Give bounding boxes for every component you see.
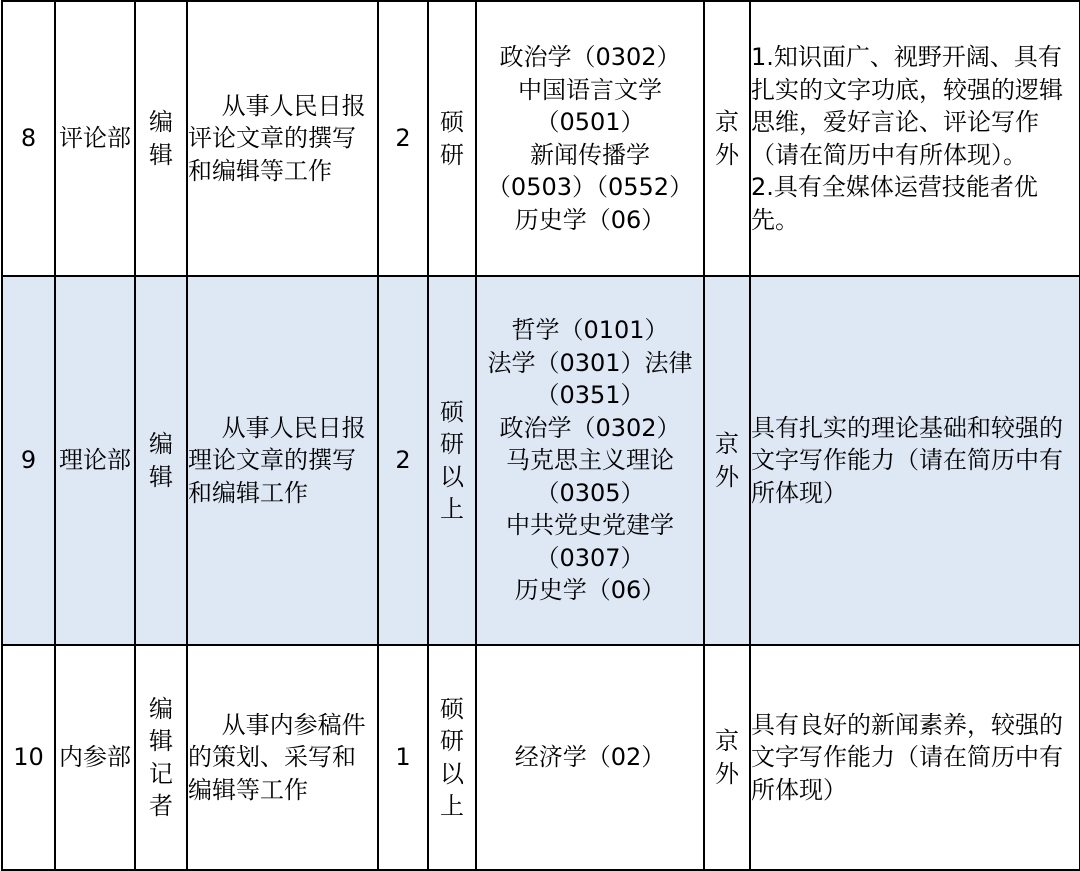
major-line: （0503）（0552） bbox=[486, 173, 694, 201]
duty-cell: 从事人民日报评论文章的撰写和编辑等工作 bbox=[187, 1, 378, 276]
department-cell: 理论部 bbox=[55, 276, 135, 645]
major-line: 法学（0301）法律 bbox=[487, 348, 693, 377]
table-row bbox=[2, 645, 1080, 870]
location-text: 京外 bbox=[715, 430, 739, 491]
majors-cell bbox=[476, 645, 704, 870]
major-line: （0307） bbox=[535, 543, 645, 572]
requirements-cell bbox=[750, 276, 1080, 645]
row-number: 8 bbox=[2, 1, 55, 276]
education-text: 硕研以上 bbox=[440, 694, 464, 820]
requirement-line: 1.知识面广、视野开阔、具有扎实的文字功底，较强的逻辑思维，爱好言论、评论写作（请在简历中有所体现）。 bbox=[751, 43, 1063, 169]
row-number: 10 bbox=[2, 645, 55, 870]
major-line: 政治学（0302） bbox=[499, 413, 681, 442]
position-text: 编辑记者 bbox=[149, 694, 173, 820]
position-cell bbox=[135, 1, 187, 276]
duty-cell: 从事人民日报理论文章的撰写和编辑工作 bbox=[187, 276, 378, 645]
position-cell bbox=[135, 276, 187, 645]
location-text: 京外 bbox=[715, 108, 739, 169]
table-row bbox=[2, 276, 1080, 645]
majors-cell bbox=[476, 1, 704, 276]
requirement-line: 2.具有全媒体运营技能者优先。 bbox=[751, 173, 1038, 234]
education-cell bbox=[428, 1, 476, 276]
table-row bbox=[2, 1, 1080, 276]
requirements-cell bbox=[750, 645, 1080, 870]
recruitment-table bbox=[1, 0, 1080, 871]
major-line: （0305） bbox=[535, 478, 645, 507]
headcount-cell: 2 bbox=[378, 276, 428, 645]
major-line: （0351） bbox=[535, 381, 645, 410]
department-cell: 评论部 bbox=[55, 1, 135, 276]
row-number: 9 bbox=[2, 276, 55, 645]
requirement-line: 具有良好的新闻素养，较强的文字写作能力（请在简历中有所体现） bbox=[751, 710, 1063, 804]
majors-cell bbox=[476, 276, 704, 645]
location-cell bbox=[704, 1, 750, 276]
position-text: 编辑 bbox=[149, 108, 173, 169]
major-line: （0501） bbox=[535, 108, 645, 136]
major-line: 政治学（0302） bbox=[499, 43, 681, 71]
location-cell bbox=[704, 276, 750, 645]
location-text: 京外 bbox=[715, 727, 739, 788]
education-cell bbox=[428, 276, 476, 645]
major-line: 历史学（06） bbox=[514, 205, 666, 234]
education-text: 硕研 bbox=[440, 108, 464, 169]
major-line: 新闻传播学 bbox=[530, 140, 650, 169]
headcount-cell: 2 bbox=[378, 1, 428, 276]
education-text: 硕研以上 bbox=[440, 397, 464, 523]
education-cell bbox=[428, 645, 476, 870]
major-line: 中国语言文学 bbox=[518, 75, 662, 104]
position-text: 编辑 bbox=[149, 430, 173, 491]
requirement-line: 具有扎实的理论基础和较强的文字写作能力（请在简历中有所体现） bbox=[751, 413, 1063, 507]
major-line: 马克思主义理论 bbox=[506, 446, 674, 475]
requirements-cell bbox=[750, 1, 1080, 276]
duty-cell: 从事内参稿件的策划、采写和编辑等工作 bbox=[187, 645, 378, 870]
major-line: 历史学（06） bbox=[514, 576, 666, 605]
major-line: 中共党史党建学 bbox=[506, 511, 674, 540]
major-line: 经济学（02） bbox=[514, 743, 666, 772]
major-line: 哲学（0101） bbox=[511, 316, 669, 345]
location-cell bbox=[704, 645, 750, 870]
headcount-cell: 1 bbox=[378, 645, 428, 870]
position-cell bbox=[135, 645, 187, 870]
department-cell: 内参部 bbox=[55, 645, 135, 870]
